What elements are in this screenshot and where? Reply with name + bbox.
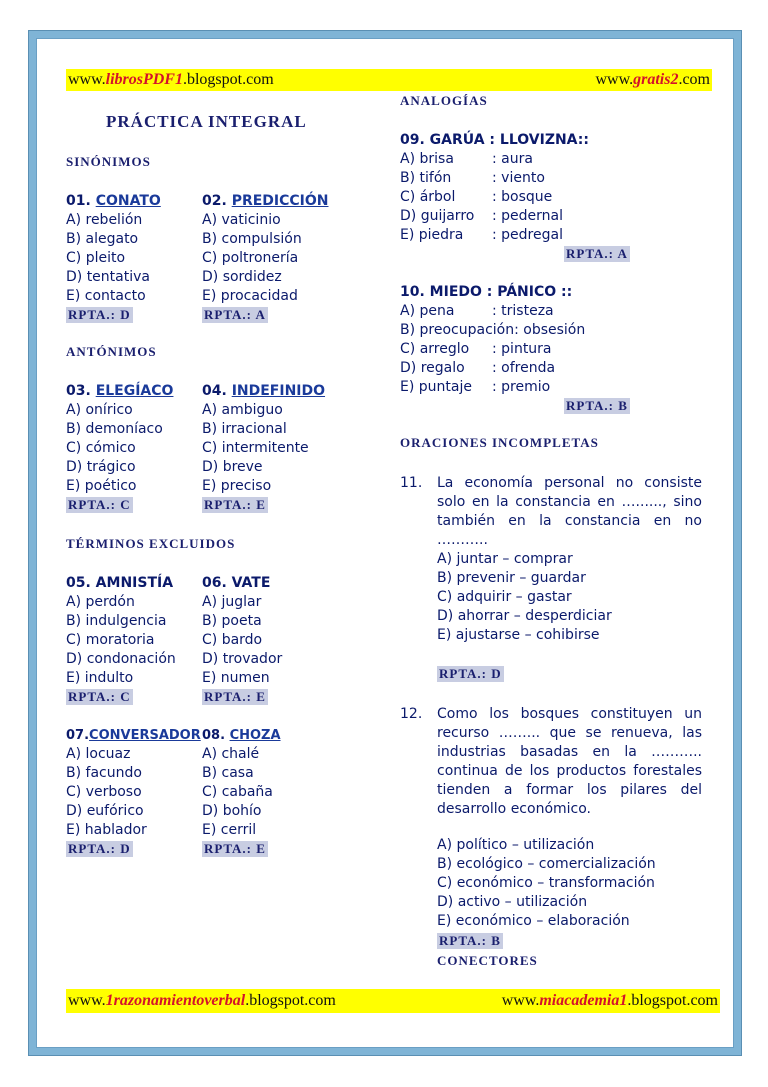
question-09-title: 09. GARÚA : LLOVIZNA:: [400, 132, 589, 148]
q04-option-d: D) breve [202, 459, 263, 475]
q02-answer: RPTA.: A [204, 307, 266, 322]
q02-option-e: E) procacidad [202, 288, 298, 304]
q12-option-b: B) ecológico – comercialización [437, 856, 656, 872]
q09-answer: RPTA.: A [566, 246, 628, 261]
q10-option-e-pair: : premio [492, 379, 551, 395]
q12-line-2: recurso ……... que se renueva, las [437, 725, 702, 741]
q09-option-c: C) árbol [400, 189, 456, 205]
q03-option-b: B) demoníaco [66, 421, 163, 437]
q07-answer: RPTA.: D [68, 841, 131, 856]
q12-option-a: A) político – utilización [437, 837, 595, 853]
q09-option-d-pair: : pedernal [492, 208, 564, 224]
question-08-title: 08. CHOZA [202, 728, 281, 743]
question-07-title: 07.CONVERSADOR [66, 728, 201, 743]
q08-option-c: C) cabaña [202, 784, 273, 800]
q03-answer: RPTA.: C [68, 497, 131, 512]
q04-option-c: C) intermitente [202, 440, 309, 456]
q11-line-2: solo en la constancia en …......, sino [437, 494, 702, 510]
header-bar [66, 69, 712, 91]
section-antonimos: ANTÓNIMOS [66, 344, 157, 359]
q01-option-e: E) contacto [66, 288, 146, 304]
q11-option-a: A) juntar – comprar [437, 551, 573, 567]
q09-option-b: B) tifón [400, 170, 452, 186]
q07-option-a: A) locuaz [66, 746, 131, 762]
q11-option-b: B) prevenir – guardar [437, 570, 586, 586]
q10-option-c: C) arreglo [400, 341, 470, 357]
q02-option-a: A) vaticinio [202, 212, 281, 228]
q07-option-e: E) hablador [66, 822, 147, 838]
q09-option-b-pair: : viento [492, 170, 545, 186]
q03-option-d: D) trágico [66, 459, 136, 475]
q11-option-c: C) adquirir – gastar [437, 589, 572, 605]
q04-option-e: E) preciso [202, 478, 272, 494]
q12-line-5: tienden a formar los pilares del [437, 782, 702, 798]
q03-option-e: E) poético [66, 478, 137, 494]
q11-option-e: E) ajustarse – cohibirse [437, 627, 600, 643]
q05-option-b: B) indulgencia [66, 613, 167, 629]
q09-option-a-pair: : aura [492, 151, 533, 167]
q11-line-1: La economía personal no consiste [437, 475, 702, 491]
q07-option-c: C) verboso [66, 784, 142, 800]
q10-answer: RPTA.: B [566, 398, 628, 413]
q09-option-a: A) brisa [400, 151, 454, 167]
question-01-title: 01. CONATO [66, 193, 161, 209]
question-02-word: PREDICCIÓN [231, 193, 329, 209]
section-analogias: ANALOGÍAS [400, 93, 488, 108]
header-right-url[interactable]: www.gratis2.com [595, 71, 710, 88]
q01-answer: RPTA.: D [68, 307, 131, 322]
q06-answer: RPTA.: E [204, 689, 266, 704]
section-sinonimos: SINÓNIMOS [66, 154, 151, 169]
q01-option-a: A) rebelión [66, 212, 143, 228]
q12-number: 12. [400, 706, 423, 722]
q12-option-c: C) económico – transformación [437, 875, 655, 891]
q10-option-a-pair: : tristeza [492, 303, 554, 319]
q04-answer: RPTA.: E [204, 497, 266, 512]
q03-option-a: A) onírico [66, 402, 133, 418]
q09-option-c-pair: : bosque [492, 189, 553, 205]
q03-option-c: C) cómico [66, 440, 136, 456]
q12-line-4: continua de los productos forestales [437, 763, 702, 779]
q02-option-b: B) compulsión [202, 231, 302, 247]
q06-option-e: E) numen [202, 670, 270, 686]
q12-line-1: Como los bosques constituyen un [437, 706, 702, 722]
question-10-title: 10. MIEDO : PÁNICO :: [400, 284, 573, 300]
question-01-word: CONATO [95, 193, 161, 209]
q06-option-b: B) poeta [202, 613, 262, 629]
q10-option-c-pair: : pintura [492, 341, 552, 357]
header-left-url[interactable]: www.librosPDF1.blogspot.com [68, 71, 274, 88]
q12-option-d: D) activo – utilización [437, 894, 588, 910]
q05-answer: RPTA.: C [68, 689, 131, 704]
q06-option-a: A) juglar [202, 594, 262, 610]
q09-option-e: E) piedra [400, 227, 464, 243]
q06-option-d: D) trovador [202, 651, 283, 667]
q10-option-b: B) preocupación: obsesión [400, 322, 586, 338]
q11-line-3: también en la constancia en no [437, 513, 702, 529]
q05-option-e: E) indulto [66, 670, 134, 686]
q05-option-a: A) perdón [66, 594, 135, 610]
q01-option-b: B) alegato [66, 231, 139, 247]
q11-line-4: ……….. [437, 532, 488, 548]
q07-option-b: B) facundo [66, 765, 142, 781]
q08-option-a: A) chalé [202, 746, 260, 762]
question-04-word: INDEFINIDO [231, 383, 326, 399]
q08-option-d: D) bohío [202, 803, 262, 819]
q12-line-3: industrias basadas en la ……….. [437, 744, 702, 760]
q09-option-d: D) guijarro [400, 208, 475, 224]
question-03-word: ELEGÍACO [95, 383, 174, 399]
q10-option-e: E) puntaje [400, 379, 472, 395]
q04-option-b: B) irracional [202, 421, 287, 437]
question-07-word: CONVERSADOR [89, 728, 201, 743]
q01-option-d: D) tentativa [66, 269, 150, 285]
question-06-title: 06. VATE [202, 575, 271, 591]
footer-left-url[interactable]: www.1razonamientoverbal.blogspot.com [68, 992, 336, 1009]
page-title: PRÁCTICA INTEGRAL [106, 112, 307, 131]
q08-option-b: B) casa [202, 765, 254, 781]
q05-option-c: C) moratoria [66, 632, 155, 648]
question-05-title: 05. AMNISTÍA [66, 575, 174, 591]
q10-option-d: D) regalo [400, 360, 465, 376]
q08-answer: RPTA.: E [204, 841, 266, 856]
q05-option-d: D) condonación [66, 651, 176, 667]
question-02-title: 02. PREDICCIÓN [202, 193, 329, 209]
q07-option-d: D) eufórico [66, 803, 144, 819]
footer-right-url[interactable]: www.miacademia1.blogspot.com [501, 992, 718, 1009]
q10-option-a: A) pena [400, 303, 455, 319]
footer-bar [66, 989, 720, 1013]
section-conectores: CONECTORES [437, 953, 538, 968]
q04-option-a: A) ambiguo [202, 402, 283, 418]
q12-line-6: desarrollo económico. [437, 801, 591, 817]
q11-option-d: D) ahorrar – desperdiciar [437, 608, 612, 624]
q08-option-e: E) cerril [202, 822, 257, 838]
q11-answer: RPTA.: D [439, 666, 502, 681]
q12-answer: RPTA.: B [439, 933, 501, 948]
q02-option-c: C) poltronería [202, 250, 299, 266]
q01-option-c: C) pleito [66, 250, 126, 266]
section-oraciones-incompletas: ORACIONES INCOMPLETAS [400, 435, 599, 450]
question-03-title: 03. ELEGÍACO [66, 383, 174, 399]
q09-option-e-pair: : pedregal [492, 227, 563, 243]
q02-option-d: D) sordidez [202, 269, 282, 285]
q12-option-e: E) económico – elaboración [437, 913, 630, 929]
q06-option-c: C) bardo [202, 632, 263, 648]
question-08-word: CHOZA [229, 728, 281, 743]
question-04-title: 04. INDEFINIDO [202, 383, 326, 399]
q11-number: 11. [400, 475, 423, 491]
q10-option-d-pair: : ofrenda [492, 360, 556, 376]
section-terminos-excluidos: TÉRMINOS EXCLUIDOS [66, 536, 236, 551]
